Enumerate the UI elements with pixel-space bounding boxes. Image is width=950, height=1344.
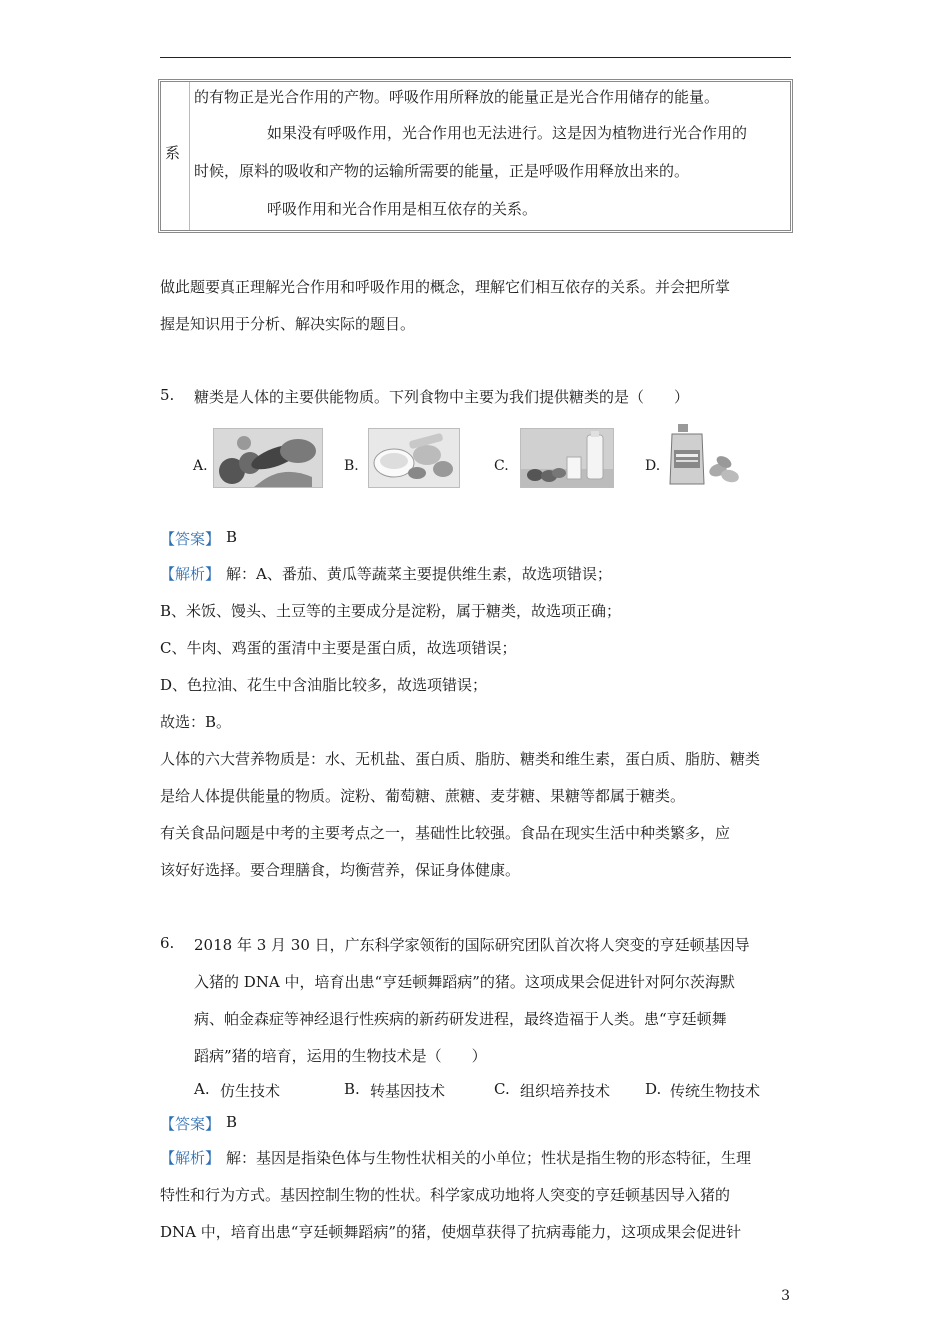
q5-analysis-line: 解：A、番茄、黄瓜等蔬菜主要提供维生素，故选项错误； xyxy=(226,565,612,583)
q6-option-letter: A. xyxy=(194,1080,210,1098)
q6-answer-tag: 【答案】 xyxy=(160,1115,221,1133)
q6-option-text: 仿生技术 xyxy=(220,1082,281,1100)
q5-analysis-line: D、色拉油、花生中含油脂比较多，故选项错误； xyxy=(160,676,488,694)
q6-analysis-line: 解：基因是指染色体与生物性状相关的小单位；性状是指生物的形态特征，生理 xyxy=(226,1149,752,1167)
q6-option-text: 组织培养技术 xyxy=(520,1082,611,1100)
q6-analysis-tag: 【解析】 xyxy=(160,1149,221,1167)
table-row: 如果没有呼吸作用，光合作用也无法进行。这是因为植物进行光合作用的 xyxy=(267,124,748,142)
q6-analysis-line: DNA 中，培育出患“亨廷顿舞蹈病”的猪，使烟草获得了抗病毒能力，这项成果会促进针 xyxy=(160,1223,742,1241)
header-rule xyxy=(160,57,791,58)
q6-stem-line: 2018 年 3 月 30 日，广东科学家领衔的国际研究团队首次将人突变的亨廷顿基因导 xyxy=(194,936,750,954)
oil-peanuts-image xyxy=(668,420,744,488)
q6-answer: B xyxy=(226,1113,238,1131)
q5-stem: 糖类是人体的主要供能物质。下列食物中主要为我们提供糖类的是（ ） xyxy=(194,388,690,406)
q5-option-letter: C. xyxy=(494,458,509,474)
q5-analysis-line: 该好好选择。要合理膳食，均衡营养，保证身体健康。 xyxy=(160,861,521,879)
q6-stem-line: 病、帕金森症等神经退行性疾病的新药研发进程，最终造福于人类。患“亨廷顿舞 xyxy=(194,1010,727,1028)
table-row: 的有物正是光合作用的产物。呼吸作用所释放的能量正是光合作用储存的能量。 xyxy=(194,88,720,106)
q5-option-letter: A. xyxy=(193,458,208,474)
table-side-label: 系 xyxy=(165,144,181,162)
q5-analysis-tag: 【解析】 xyxy=(160,565,221,583)
q5-option-letter: B. xyxy=(344,458,359,474)
q6-option-text: 转基因技术 xyxy=(370,1082,446,1100)
q6-option-letter: C. xyxy=(494,1080,510,1098)
q6-option-letter: D. xyxy=(645,1080,662,1098)
q6-option-text: 传统生物技术 xyxy=(670,1082,761,1100)
q6-stem-line: 入猪的 DNA 中，培育出患“亨廷顿舞蹈病”的猪。这项成果会促进针对阿尔茨海默 xyxy=(194,973,735,991)
q5-analysis-line: 人体的六大营养物质是：水、无机盐、蛋白质、脂肪、糖类和维生素，蛋白质、脂肪、糖类 xyxy=(160,750,761,768)
q6-number: 6. xyxy=(160,934,175,952)
q5-analysis-line: 故选：B。 xyxy=(160,713,232,731)
eggs-milk-image xyxy=(520,428,614,488)
summary-line: 做此题要真正理解光合作用和呼吸作用的概念，理解它们相互依存的关系。并会把所掌 xyxy=(160,278,731,296)
q5-analysis-line: B、米饭、馒头、土豆等的主要成分是淀粉，属于糖类，故选项正确； xyxy=(160,602,622,620)
q5-number: 5. xyxy=(160,386,175,404)
staple-foods-image xyxy=(368,428,460,488)
vegetables-image xyxy=(213,428,323,488)
table-column-divider xyxy=(189,82,190,230)
q5-analysis-line: 有关食品问题是中考的主要考点之一，基础性比较强。食品在现实生活中种类繁多，应 xyxy=(160,824,731,842)
q5-analysis-line: 是给人体提供能量的物质。淀粉、葡萄糖、蔗糖、麦芽糖、果糖等都属于糖类。 xyxy=(160,787,686,805)
relationship-table xyxy=(158,79,793,233)
q6-stem-line: 蹈病”猪的培育，运用的生物技术是（ ） xyxy=(194,1047,487,1065)
q6-analysis-line: 特性和行为方式。基因控制生物的性状。科学家成功地将人突变的亨廷顿基因导入猪的 xyxy=(160,1186,731,1204)
q5-answer-tag: 【答案】 xyxy=(160,530,221,548)
page-number: 3 xyxy=(781,1288,790,1304)
q5-option-letter: D. xyxy=(645,458,661,474)
q6-option-letter: B. xyxy=(344,1080,360,1098)
q5-analysis-line: C、牛肉、鸡蛋的蛋清中主要是蛋白质，故选项错误； xyxy=(160,639,517,657)
summary-line: 握是知识用于分析、解决实际的题目。 xyxy=(160,315,416,333)
q5-answer: B xyxy=(226,528,238,546)
table-row: 时候，原料的吸收和产物的运输所需要的能量，正是呼吸作用释放出来的。 xyxy=(194,162,690,180)
table-row: 呼吸作用和光合作用是相互依存的关系。 xyxy=(267,200,538,218)
